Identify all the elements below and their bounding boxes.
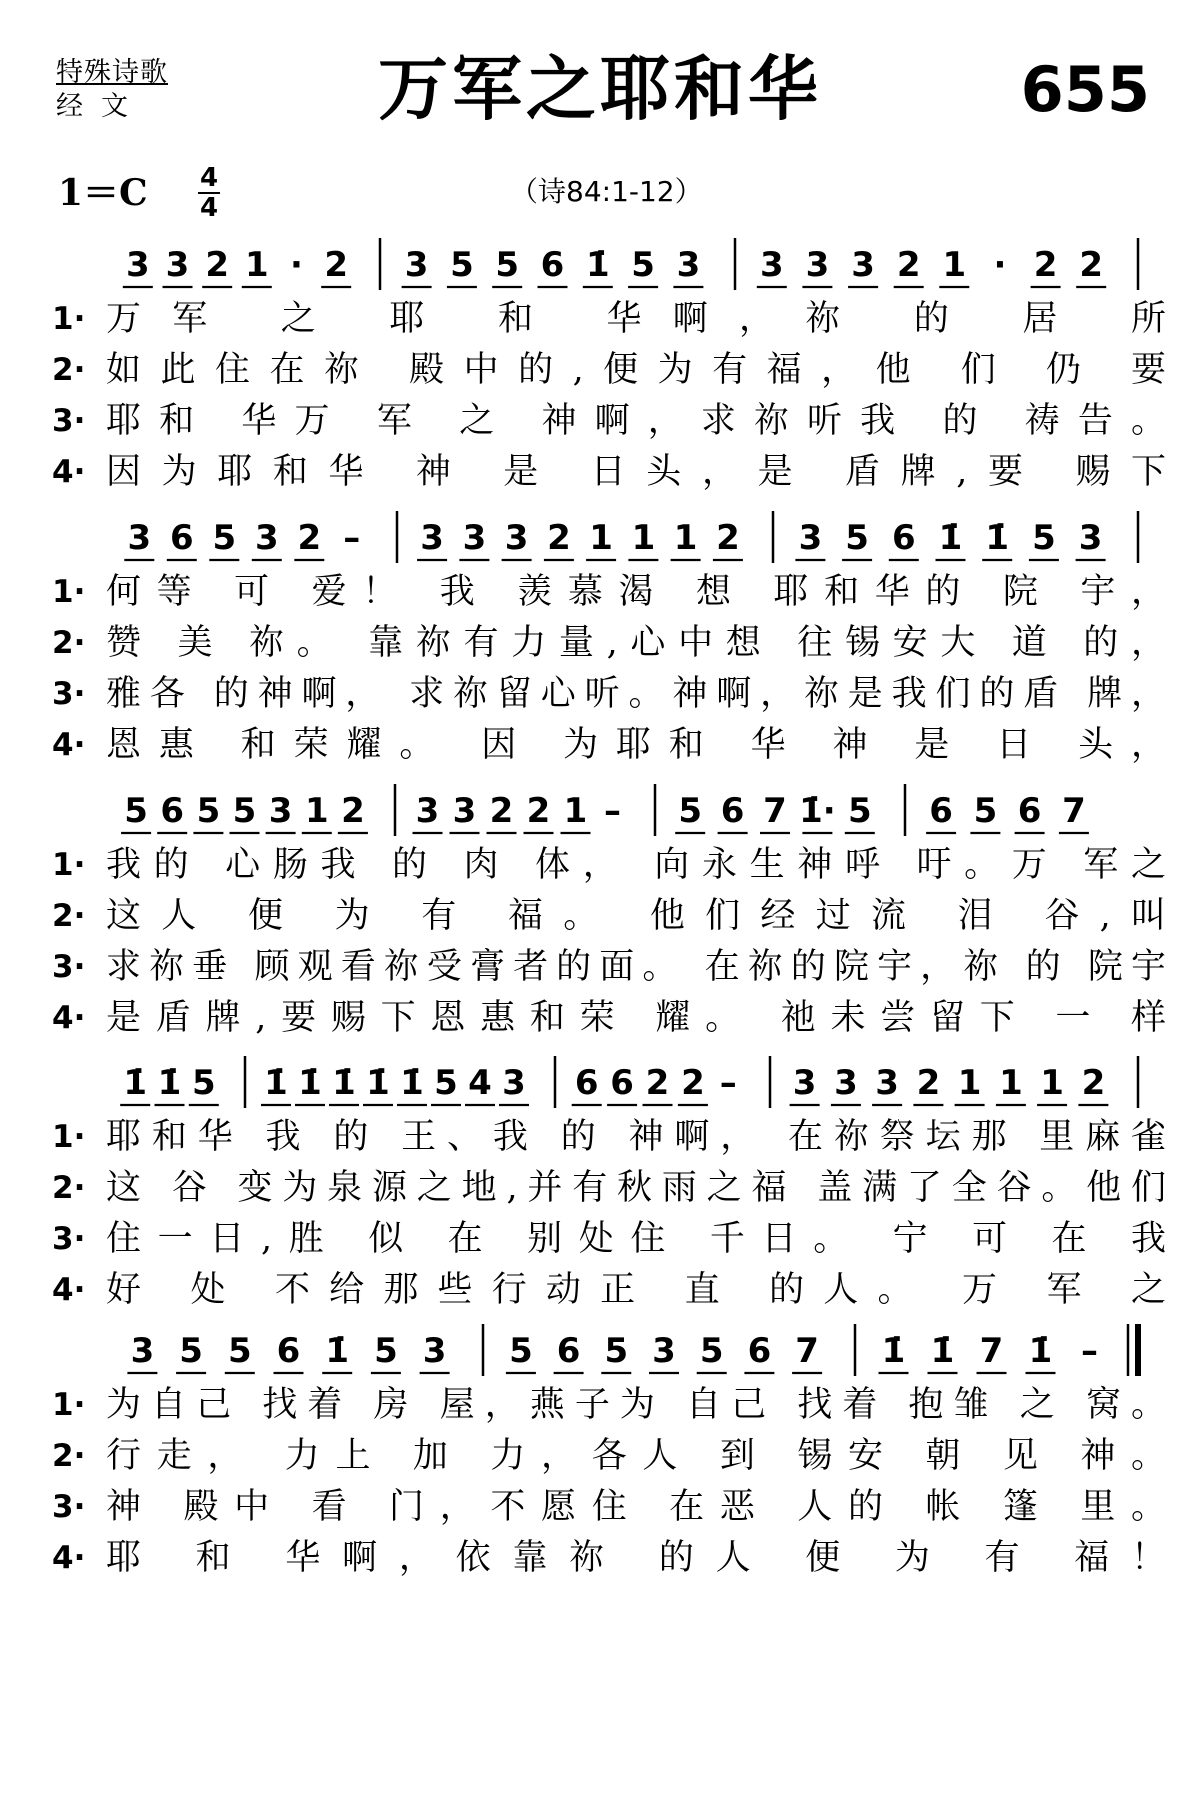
music-system: [0, 1318, 1200, 1588]
note: 2: [896, 245, 921, 285]
note: 5: [191, 1063, 216, 1103]
note: 1̇: [938, 518, 963, 558]
time-signature-bottom: 4: [199, 193, 219, 223]
note: 2: [1033, 245, 1058, 285]
note: 2: [526, 791, 551, 831]
verse-number: 3·: [52, 676, 86, 712]
note: 3: [415, 791, 440, 831]
note: 2: [297, 518, 322, 558]
note: 2: [341, 791, 365, 831]
note: 5: [699, 1331, 724, 1371]
note: 3: [792, 1063, 817, 1103]
note: 3: [504, 518, 529, 558]
note: 5: [678, 791, 703, 831]
note: 3: [676, 245, 701, 285]
note: 1̇: [985, 518, 1010, 558]
note: 5: [631, 245, 655, 285]
note: 3: [851, 245, 875, 285]
notation-line: [0, 505, 1200, 567]
note: 1̇: [881, 1331, 906, 1371]
note: 1̇: [585, 245, 610, 285]
note: 5: [232, 791, 257, 831]
lyric-line: 因为耶和华 神 是 日头，是 盾牌,要 赐下: [106, 452, 1166, 492]
music-system: [0, 778, 1200, 1048]
note: 6: [574, 1063, 599, 1103]
verse-number: 1·: [52, 574, 86, 610]
note: 5: [509, 1331, 533, 1371]
note: 3: [875, 1063, 899, 1103]
note: 2: [1079, 245, 1104, 285]
lyric-line: 耶和华 我 的 王、我 的 神啊， 在祢祭坛那 里麻雀: [106, 1117, 1166, 1157]
lyric-line: 行走， 力上 加 力，各人 到 锡安 朝 见 神。: [106, 1436, 1166, 1476]
notation-line: [0, 232, 1200, 294]
note: 3: [254, 518, 279, 558]
note: 3: [834, 1063, 858, 1103]
note: 5: [434, 1063, 458, 1103]
notation-line: [0, 778, 1200, 840]
note: 1: [673, 518, 698, 558]
note: 1̇: [400, 1063, 424, 1103]
note: 3: [759, 245, 784, 285]
note: 3: [805, 245, 830, 285]
note: 3: [404, 245, 429, 285]
note: 1̇: [298, 1063, 322, 1103]
lyric-line: 耶和 华万 军 之 神啊，求祢听我 的 祷告。: [106, 401, 1166, 441]
lyric-line: 万军 之 耶 和 华啊，祢 的 居 所: [106, 299, 1166, 339]
note: 3: [165, 245, 190, 285]
lyric-line: 如此住在祢 殿中的,便为有福，他 们 仍 要: [106, 350, 1166, 390]
note: 1̇·: [799, 791, 836, 831]
note: –: [343, 518, 361, 558]
note: 5: [179, 1331, 203, 1371]
note: 6: [1017, 791, 1042, 831]
note: 3: [420, 518, 444, 558]
lyric-line: 求祢垂 顾观看祢受膏者的面。 在祢的院宇，祢 的 院宇: [106, 947, 1166, 987]
note: 1̇: [930, 1331, 955, 1371]
notation-line: [0, 1050, 1200, 1112]
note: 6: [891, 518, 916, 558]
note: 2: [205, 245, 230, 285]
note: 1: [631, 518, 656, 558]
note: 1̇: [157, 1063, 182, 1103]
note: 6: [929, 791, 953, 831]
note: 2: [489, 791, 514, 831]
note: 3: [125, 245, 150, 285]
lyric-line: 为自己 找着 房 屋，燕子为 自己 找着 抱雏 之 窝。: [106, 1385, 1166, 1425]
note: 7: [1062, 791, 1086, 831]
note: 2: [916, 1063, 941, 1103]
verse-number: 1·: [52, 301, 86, 337]
note: 1̇: [1028, 1331, 1053, 1371]
note: ·: [993, 245, 1007, 285]
verse-number: 2·: [52, 1170, 86, 1206]
note: 7: [763, 791, 787, 831]
verse-number: 4·: [52, 454, 86, 490]
note: 5: [196, 791, 221, 831]
verse-number: 2·: [52, 1438, 86, 1474]
verse-number: 4·: [52, 1000, 86, 1036]
hymn-title: 万军之耶和华: [378, 48, 822, 130]
note: 6: [169, 518, 194, 558]
verse-number: 4·: [52, 1540, 86, 1576]
verse-number: 3·: [52, 1221, 86, 1257]
note: 1: [589, 518, 613, 558]
note: 6: [720, 791, 745, 831]
note: 2: [716, 518, 740, 558]
note: 5: [450, 245, 474, 285]
music-system: [0, 1050, 1200, 1320]
verse-number: 2·: [52, 352, 86, 388]
verse-number: 3·: [52, 949, 86, 985]
note: 5: [124, 791, 148, 831]
note: 3: [130, 1331, 155, 1371]
note: 2: [324, 245, 349, 285]
note: 3: [422, 1331, 447, 1371]
music-system: [0, 505, 1200, 775]
lyric-line: 是盾牌,要赐下恩惠和荣 耀。 祂未尝留下 一 样: [106, 998, 1166, 1038]
note: 2: [645, 1063, 670, 1103]
note: –: [1081, 1331, 1098, 1371]
lyric-line: 恩惠 和荣耀。 因 为耶和 华 神 是 日 头，: [106, 725, 1166, 765]
category-line-1: 特殊诗歌: [56, 57, 168, 88]
lyric-line: 神 殿中 看 门，不愿住 在恶 人的 帐 篷 里。: [106, 1487, 1166, 1527]
lyric-line: 赞 美 祢。 靠祢有力量,心中想 往锡安大 道 的，: [106, 623, 1166, 663]
lyric-line: 这人 便 为 有 福。 他们经过流 泪 谷,叫: [106, 896, 1166, 936]
key-signature: 1＝C: [58, 172, 148, 214]
note: 3: [127, 518, 152, 558]
note: 5: [227, 1331, 252, 1371]
lyric-line: 住一日,胜 似 在 别处住 千日。 宁 可 在 我: [106, 1219, 1166, 1259]
note: 3: [462, 518, 487, 558]
note: 3: [452, 791, 477, 831]
note: 6: [540, 245, 565, 285]
note: –: [604, 791, 621, 831]
scripture-reference: （诗84:1-12）: [510, 175, 703, 208]
verse-number: 3·: [52, 1489, 86, 1525]
note: 3: [798, 518, 823, 558]
note: 3: [652, 1331, 676, 1371]
note: 5: [604, 1331, 629, 1371]
note: –: [719, 1063, 737, 1103]
note: 5: [212, 518, 237, 558]
note: 5: [374, 1331, 398, 1371]
verse-number: 4·: [52, 1272, 86, 1308]
note: 1: [244, 245, 269, 285]
note: 6: [747, 1331, 772, 1371]
verse-number: 3·: [52, 403, 86, 439]
music-system: [0, 232, 1200, 502]
hymn-header: [0, 0, 1200, 150]
note: 1̇: [325, 1331, 350, 1371]
note: 5: [973, 791, 998, 831]
note: 2: [681, 1063, 705, 1103]
note: 5: [1032, 518, 1056, 558]
verse-number: 1·: [52, 847, 86, 883]
time-signature-top: 4: [199, 163, 219, 193]
lyric-line: 我的 心肠我 的 肉 体， 向永生神呼 吁。万 军之: [106, 845, 1166, 885]
note: 2: [547, 518, 571, 558]
note: 1̇: [123, 1063, 148, 1103]
time-signature: [196, 164, 222, 222]
note: 7: [795, 1331, 819, 1371]
note: 1: [957, 1063, 982, 1103]
category-line-2: 经文: [56, 91, 146, 122]
hymn-number: 655: [1020, 53, 1150, 126]
note: 1: [942, 245, 967, 285]
note: 1̇: [366, 1063, 390, 1103]
lyric-line: 好 处 不给那些行动正 直 的人。 万 军 之: [106, 1270, 1166, 1310]
note: 2: [1081, 1063, 1106, 1103]
note: 5: [847, 791, 872, 831]
note: 1: [563, 791, 588, 831]
note: 5: [845, 518, 869, 558]
notation-line: [0, 1318, 1200, 1380]
verse-number: 2·: [52, 625, 86, 661]
note: 3: [1078, 518, 1103, 558]
note: 3: [502, 1063, 526, 1103]
note: 1: [1040, 1063, 1064, 1103]
note: 6: [276, 1331, 301, 1371]
lyric-line: 何等 可 爱！ 我 羡慕渴 想 耶和华的 院 宇，: [106, 572, 1166, 612]
note: 3: [268, 791, 293, 831]
verse-number: 2·: [52, 898, 86, 934]
note: 5: [495, 245, 520, 285]
note: 1: [304, 791, 329, 831]
lyric-line: 这 谷 变为泉源之地,并有秋雨之福 盖满了全谷。他们: [106, 1168, 1166, 1208]
note: ·: [290, 245, 303, 285]
note: 1̇: [332, 1063, 356, 1103]
note: 6: [160, 791, 185, 831]
note: 1̇: [264, 1063, 288, 1103]
verse-number: 1·: [52, 1119, 86, 1155]
lyric-line: 雅各 的神啊， 求祢留心听。神啊，祢是我们的盾 牌，: [106, 674, 1166, 714]
note: 6: [556, 1331, 581, 1371]
note: 1: [999, 1063, 1023, 1103]
lyric-line: 耶 和 华啊，依靠祢 的人 便 为 有 福！: [106, 1538, 1166, 1578]
verse-number: 4·: [52, 727, 86, 763]
note: 4: [468, 1063, 492, 1103]
verse-number: 1·: [52, 1387, 86, 1423]
note: 7: [979, 1331, 1004, 1371]
note: 6: [610, 1063, 634, 1103]
